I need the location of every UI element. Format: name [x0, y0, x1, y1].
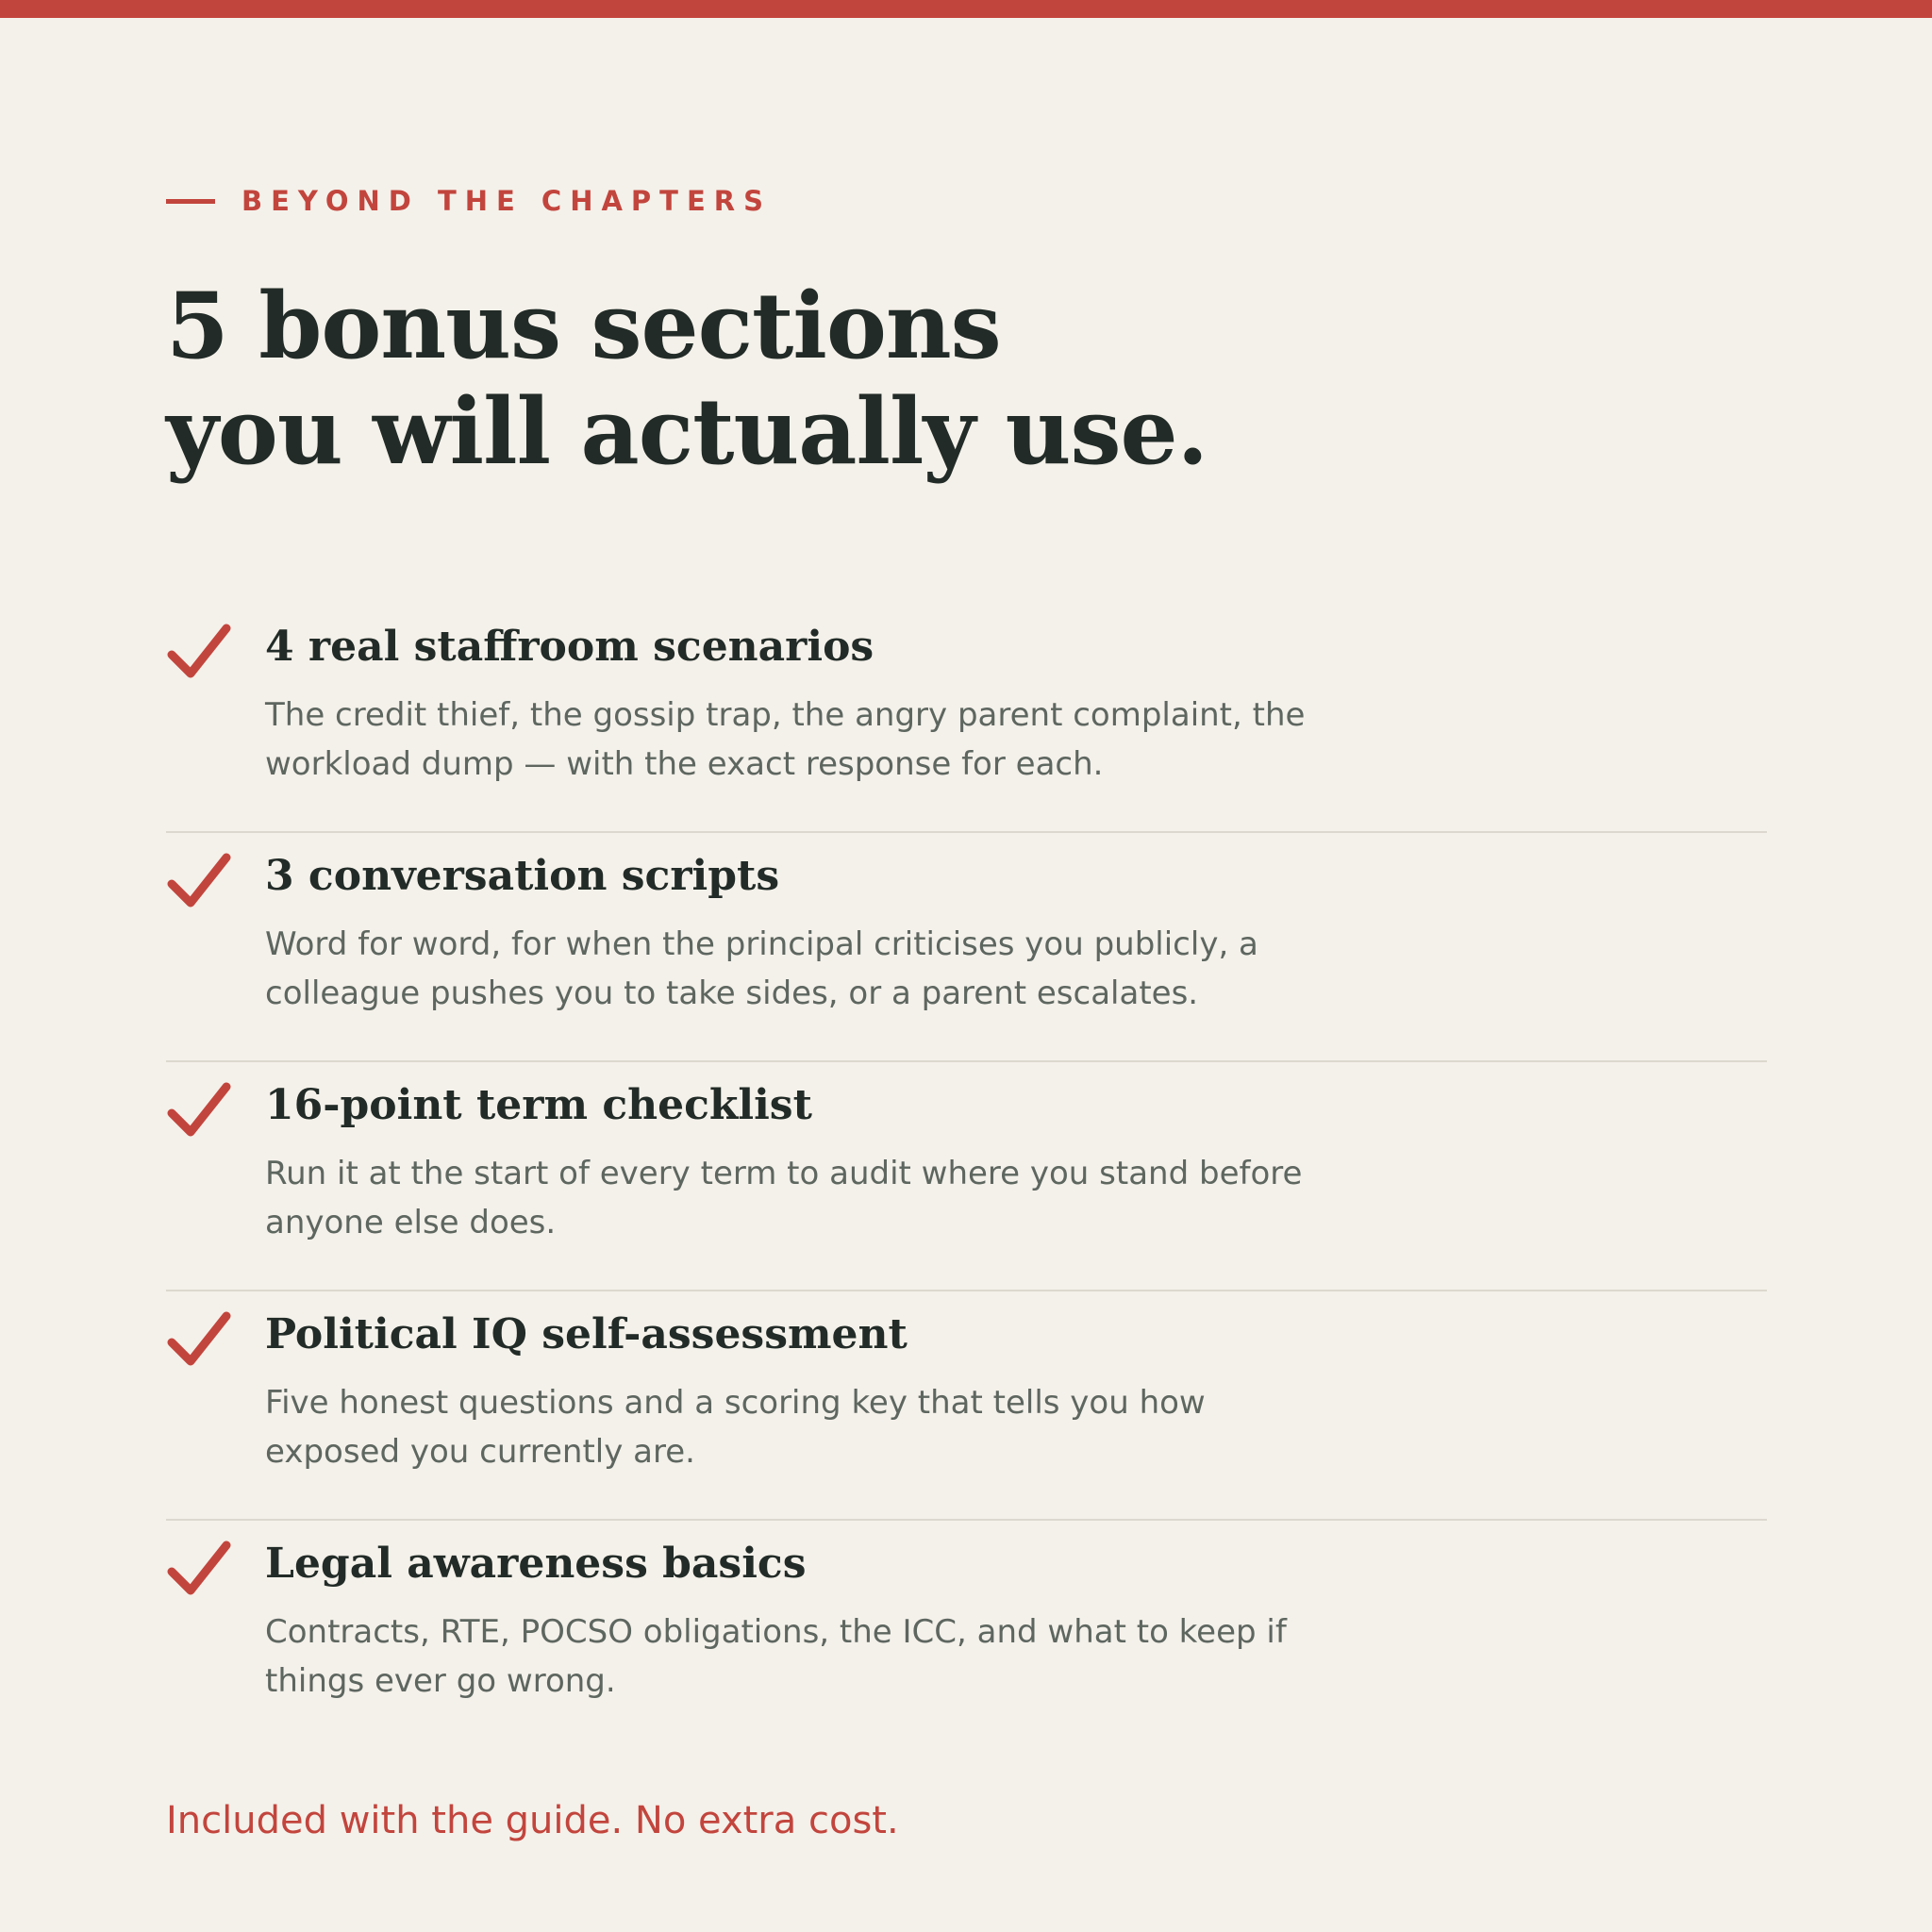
- checkmark-icon: [166, 1310, 232, 1369]
- list-item: [166, 1062, 1767, 1291]
- list-item-title: 4 real staffroom scenarios: [265, 623, 874, 671]
- list-item-title: 16-point term checklist: [265, 1081, 812, 1129]
- list-item-description: Run it at the start of every term to audit where you stand before anyone else does.: [265, 1155, 1303, 1241]
- list-item-title: Legal awareness basics: [265, 1540, 807, 1588]
- eyebrow-label: BEYOND THE CHAPTERS: [242, 185, 772, 217]
- page-title: [166, 274, 1208, 485]
- checkmark-icon: [166, 623, 232, 681]
- bonus-list: [166, 604, 1767, 1750]
- checkmark-icon: [166, 1540, 232, 1598]
- list-item-description: Contracts, RTE, POCSO obligations, the ICC, and what to keep if things ever go wrong.: [265, 1613, 1287, 1700]
- list-item-description: Word for word, for when the principal criticises you publicly, a colleague pushes you to take sides, or a parent escalates.: [265, 925, 1258, 1012]
- list-item: [166, 833, 1767, 1062]
- list-item-title: 3 conversation scripts: [265, 852, 780, 900]
- list-item: [166, 604, 1767, 833]
- list-item: [166, 1521, 1767, 1750]
- list-item-description: Five honest questions and a scoring key that tells you how exposed you currently are.: [265, 1384, 1206, 1471]
- page-title-line-1: 5 bonus sections: [166, 273, 1001, 379]
- top-accent-bar: [0, 0, 1932, 18]
- included-note: Included with the guide. No extra cost.: [166, 1799, 899, 1842]
- page-title-line-2: you will actually use.: [166, 378, 1208, 485]
- list-item-title: Political IQ self-assessment: [265, 1310, 908, 1358]
- list-item-description: The credit thief, the gossip trap, the angry parent complaint, the workload dump — with the exact response for each.: [265, 696, 1306, 783]
- checkmark-icon: [166, 852, 232, 910]
- list-item: [166, 1291, 1767, 1521]
- checkmark-icon: [166, 1081, 232, 1140]
- eyebrow: [166, 185, 772, 217]
- eyebrow-dash: [166, 199, 215, 204]
